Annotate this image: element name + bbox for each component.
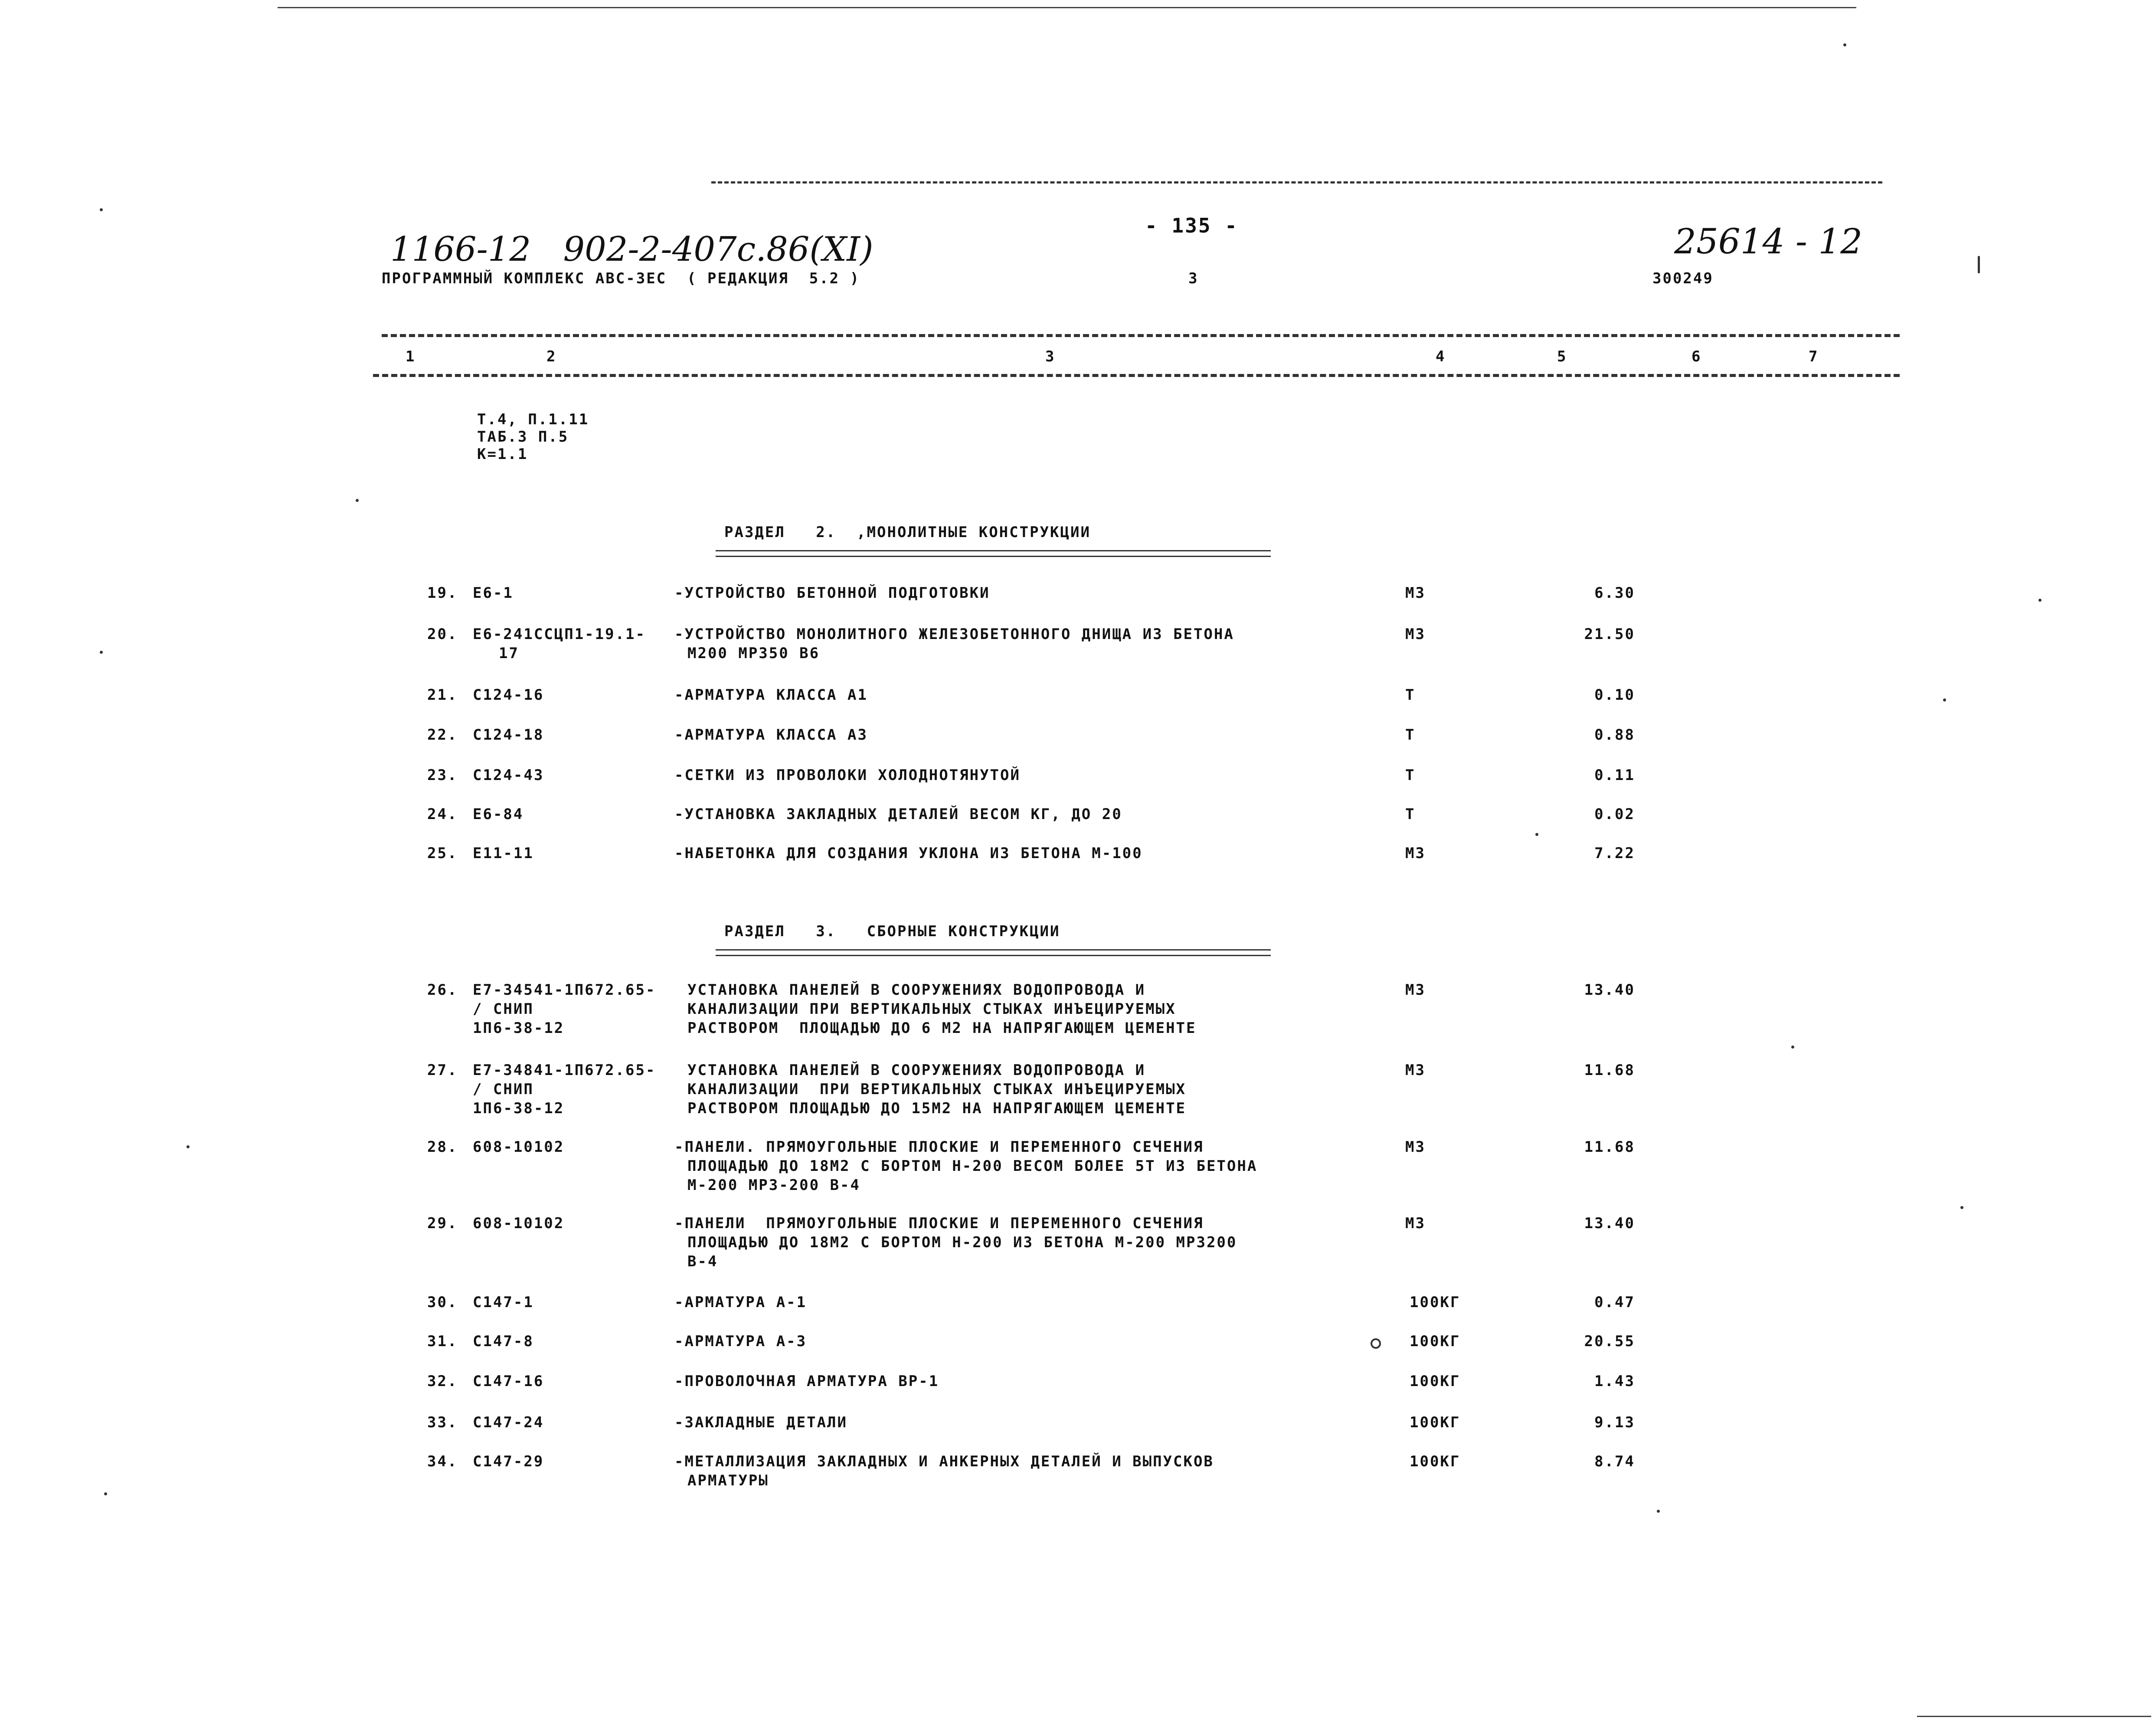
- row-description-line: ПЛОЩАДЬЮ ДО 18М2 С БОРТОМ Н-200 ВЕСОМ БОЛЕЕ 5Т ИЗ БЕТОНА: [687, 1157, 1258, 1175]
- row-description: УСТАНОВКА ПАНЕЛЕЙ В СООРУЖЕНИЯХ ВОДОПРОВОДА И: [687, 1062, 1146, 1079]
- section-3-title: РАЗДЕЛ 3. СБОРНЫЕ КОНСТРУКЦИИ: [724, 923, 1060, 940]
- row-code-extra: / СНИП: [473, 1081, 534, 1098]
- row-description: -УСТРОЙСТВО БЕТОННОЙ ПОДГОТОВКИ: [674, 584, 990, 602]
- row-unit: Т: [1405, 726, 1416, 744]
- row-number: 32.: [427, 1373, 458, 1390]
- row-unit: Т: [1405, 686, 1416, 704]
- row-number: 22.: [427, 726, 458, 744]
- sheet-number: 3: [1188, 270, 1199, 287]
- speck: [186, 1145, 190, 1148]
- row-code: С147-16: [473, 1373, 544, 1390]
- row-code: С124-18: [473, 726, 544, 744]
- stroke-mark: [1978, 256, 1980, 273]
- norm-note: К=1.1: [477, 446, 528, 463]
- column-number: 2: [546, 348, 557, 365]
- column-header-bottom-rule: [373, 374, 1900, 377]
- row-description: -МЕТАЛЛИЗАЦИЯ ЗАКЛАДНЫХ И АНКЕРНЫХ ДЕТАЛЕЙ И ВЫПУСКОВ: [674, 1453, 1214, 1470]
- row-number: 19.: [427, 584, 458, 602]
- top-edge-line: [278, 7, 1856, 8]
- column-number: 4: [1436, 348, 1446, 365]
- row-code: С147-1: [473, 1294, 534, 1311]
- row-code-extra: 1П6-38-12: [473, 1019, 565, 1037]
- row-description: -ПРОВОЛОЧНАЯ АРМАТУРА ВР-1: [674, 1373, 939, 1390]
- column-number: 5: [1557, 348, 1567, 365]
- row-unit: М3: [1405, 1062, 1426, 1079]
- speck: [1843, 43, 1846, 46]
- speck: [1960, 1206, 1963, 1209]
- row-description: -АРМАТУРА КЛАССА А1: [674, 686, 868, 704]
- row-code: 608-10102: [473, 1138, 565, 1156]
- row-quantity: 11.68: [1584, 1138, 1635, 1156]
- speck: [1943, 698, 1946, 701]
- row-description-line: РАСТВОРОМ ПЛОЩАДЬЮ ДО 6 М2 НА НАПРЯГАЮЩЕМ ЦЕМЕНТЕ: [687, 1019, 1197, 1037]
- row-number: 24.: [427, 806, 458, 823]
- row-number: 20.: [427, 626, 458, 643]
- row-quantity: 6.30: [1594, 584, 1635, 602]
- row-description-line: В-4: [687, 1253, 718, 1270]
- row-number: 26.: [427, 981, 458, 999]
- row-code: С124-16: [473, 686, 544, 704]
- circle-mark: [1371, 1338, 1381, 1349]
- row-number: 28.: [427, 1138, 458, 1156]
- row-unit: М3: [1405, 626, 1426, 643]
- row-description: УСТАНОВКА ПАНЕЛЕЙ В СООРУЖЕНИЯХ ВОДОПРОВОДА И: [687, 981, 1146, 999]
- row-description-line: КАНАЛИЗАЦИИ ПРИ ВЕРТИКАЛЬНЫХ СТЫКАХ ИНЪЕЦИРУЕМЫХ: [687, 1000, 1176, 1018]
- row-unit: М3: [1405, 584, 1426, 602]
- row-unit: М3: [1405, 845, 1426, 862]
- norm-note: ТАБ.3 П.5: [477, 428, 569, 446]
- row-code-extra: 17: [499, 645, 519, 662]
- row-quantity: 13.40: [1584, 981, 1635, 999]
- row-number: 31.: [427, 1333, 458, 1350]
- row-number: 27.: [427, 1062, 458, 1079]
- row-quantity: 0.10: [1594, 686, 1635, 704]
- row-unit: 100КГ: [1410, 1333, 1461, 1350]
- section-3-underline: [716, 949, 1271, 956]
- row-number: 23.: [427, 767, 458, 784]
- row-number: 21.: [427, 686, 458, 704]
- row-code: Е6-1: [473, 584, 514, 602]
- row-description-line: ПЛОЩАДЬЮ ДО 18М2 С БОРТОМ Н-200 ИЗ БЕТОНА М-200 МРЗ200: [687, 1234, 1237, 1251]
- row-description: -ПАНЕЛИ ПРЯМОУГОЛЬНЫЕ ПЛОСКИЕ И ПЕРЕМЕННОГО СЕЧЕНИЯ: [674, 1215, 1204, 1232]
- row-description-line: АРМАТУРЫ: [687, 1472, 769, 1489]
- column-header-top-rule: [382, 334, 1900, 337]
- row-quantity: 0.47: [1594, 1294, 1635, 1311]
- column-number: 1: [406, 348, 416, 365]
- row-description-line: М200 МРЗ50 В6: [687, 645, 820, 662]
- norm-note: Т.4, П.1.11: [477, 411, 589, 428]
- row-code: Е6-241ССЦП1-19.1-: [473, 626, 646, 643]
- row-description: -АРМАТУРА А-1: [674, 1294, 807, 1311]
- row-description: -АРМАТУРА КЛАССА А3: [674, 726, 868, 744]
- row-quantity: 1.43: [1594, 1373, 1635, 1390]
- column-number: 7: [1809, 348, 1819, 365]
- row-code-extra: 1П6-38-12: [473, 1100, 565, 1117]
- row-quantity: 11.68: [1584, 1062, 1635, 1079]
- row-quantity: 0.11: [1594, 767, 1635, 784]
- row-code: Е7-34841-1П672.65-: [473, 1062, 656, 1079]
- column-number: 6: [1691, 348, 1702, 365]
- row-unit: Т: [1405, 806, 1416, 823]
- row-quantity: 0.88: [1594, 726, 1635, 744]
- row-quantity: 0.02: [1594, 806, 1635, 823]
- row-code: Е6-84: [473, 806, 524, 823]
- speck: [100, 208, 103, 211]
- row-description: -СЕТКИ ИЗ ПРОВОЛОКИ ХОЛОДНОТЯНУТОЙ: [674, 767, 1021, 784]
- row-description-line: РАСТВОРОМ ПЛОЩАДЬЮ ДО 15М2 НА НАПРЯГАЮЩЕМ ЦЕМЕНТЕ: [687, 1100, 1187, 1117]
- row-description: -ЗАКЛАДНЫЕ ДЕТАЛИ: [674, 1414, 847, 1431]
- page-number: - 135 -: [1145, 214, 1238, 237]
- row-number: 30.: [427, 1294, 458, 1311]
- document-code: 300249: [1652, 270, 1714, 287]
- row-description: -АРМАТУРА А-3: [674, 1333, 807, 1350]
- row-code: С147-8: [473, 1333, 534, 1350]
- speck: [1791, 1046, 1794, 1049]
- handwritten-document-number: 25614 - 12: [1674, 221, 1863, 262]
- row-quantity: 8.74: [1594, 1453, 1635, 1470]
- speck: [100, 651, 103, 654]
- row-number: 29.: [427, 1215, 458, 1232]
- row-code: С147-24: [473, 1414, 544, 1431]
- row-code: С147-29: [473, 1453, 544, 1470]
- row-code: 608-10102: [473, 1215, 565, 1232]
- speck: [2038, 599, 2041, 602]
- speck: [1535, 833, 1538, 836]
- row-unit: М3: [1405, 981, 1426, 999]
- scan-noise-dashes: [711, 181, 1882, 184]
- bottom-edge-line: [1917, 1716, 2151, 1717]
- handwritten-reference: 1166-12 902-2-407c.86(XI): [390, 230, 874, 269]
- program-title: ПРОГРАММНЫЙ КОМПЛЕКС АВС-ЗЕС ( РЕДАКЦИЯ 5.2 ): [382, 270, 860, 287]
- section-2-title: РАЗДЕЛ 2. ,МОНОЛИТНЫЕ КОНСТРУКЦИИ: [724, 524, 1091, 541]
- row-quantity: 20.55: [1584, 1333, 1635, 1350]
- row-code: Е7-34541-1П672.65-: [473, 981, 656, 999]
- row-quantity: 9.13: [1594, 1414, 1635, 1431]
- row-unit: 100КГ: [1410, 1414, 1461, 1431]
- speck: [104, 1492, 107, 1495]
- row-description: -ПАНЕЛИ. ПРЯМОУГОЛЬНЫЕ ПЛОСКИЕ И ПЕРЕМЕННОГО СЕЧЕНИЯ: [674, 1138, 1204, 1156]
- speck: [1657, 1510, 1660, 1513]
- row-number: 33.: [427, 1414, 458, 1431]
- row-description: -УСТАНОВКА ЗАКЛАДНЫХ ДЕТАЛЕЙ ВЕСОМ КГ, ДО 20: [674, 806, 1122, 823]
- row-quantity: 13.40: [1584, 1215, 1635, 1232]
- row-quantity: 7.22: [1594, 845, 1635, 862]
- speck: [356, 499, 359, 502]
- row-number: 34.: [427, 1453, 458, 1470]
- row-description: -УСТРОЙСТВО МОНОЛИТНОГО ЖЕЛЕЗОБЕТОННОГО ДНИЩА ИЗ БЕТОНА: [674, 626, 1234, 643]
- row-unit: 100КГ: [1410, 1373, 1461, 1390]
- row-unit: 100КГ: [1410, 1453, 1461, 1470]
- row-code: Е11-11: [473, 845, 534, 862]
- row-unit: М3: [1405, 1215, 1426, 1232]
- row-quantity: 21.50: [1584, 626, 1635, 643]
- row-description-line: М-200 МРЗ-200 В-4: [687, 1177, 860, 1194]
- row-unit: 100КГ: [1410, 1294, 1461, 1311]
- row-unit: Т: [1405, 767, 1416, 784]
- row-code: С124-43: [473, 767, 544, 784]
- section-2-underline: [716, 550, 1271, 557]
- column-number: 3: [1045, 348, 1056, 365]
- row-description-line: КАНАЛИЗАЦИИ ПРИ ВЕРТИКАЛЬНЫХ СТЫКАХ ИНЪЕЦИРУЕМЫХ: [687, 1081, 1187, 1098]
- row-unit: М3: [1405, 1138, 1426, 1156]
- row-code-extra: / СНИП: [473, 1000, 534, 1018]
- row-number: 25.: [427, 845, 458, 862]
- row-description: -НАБЕТОНКА ДЛЯ СОЗДАНИЯ УКЛОНА ИЗ БЕТОНА М-100: [674, 845, 1143, 862]
